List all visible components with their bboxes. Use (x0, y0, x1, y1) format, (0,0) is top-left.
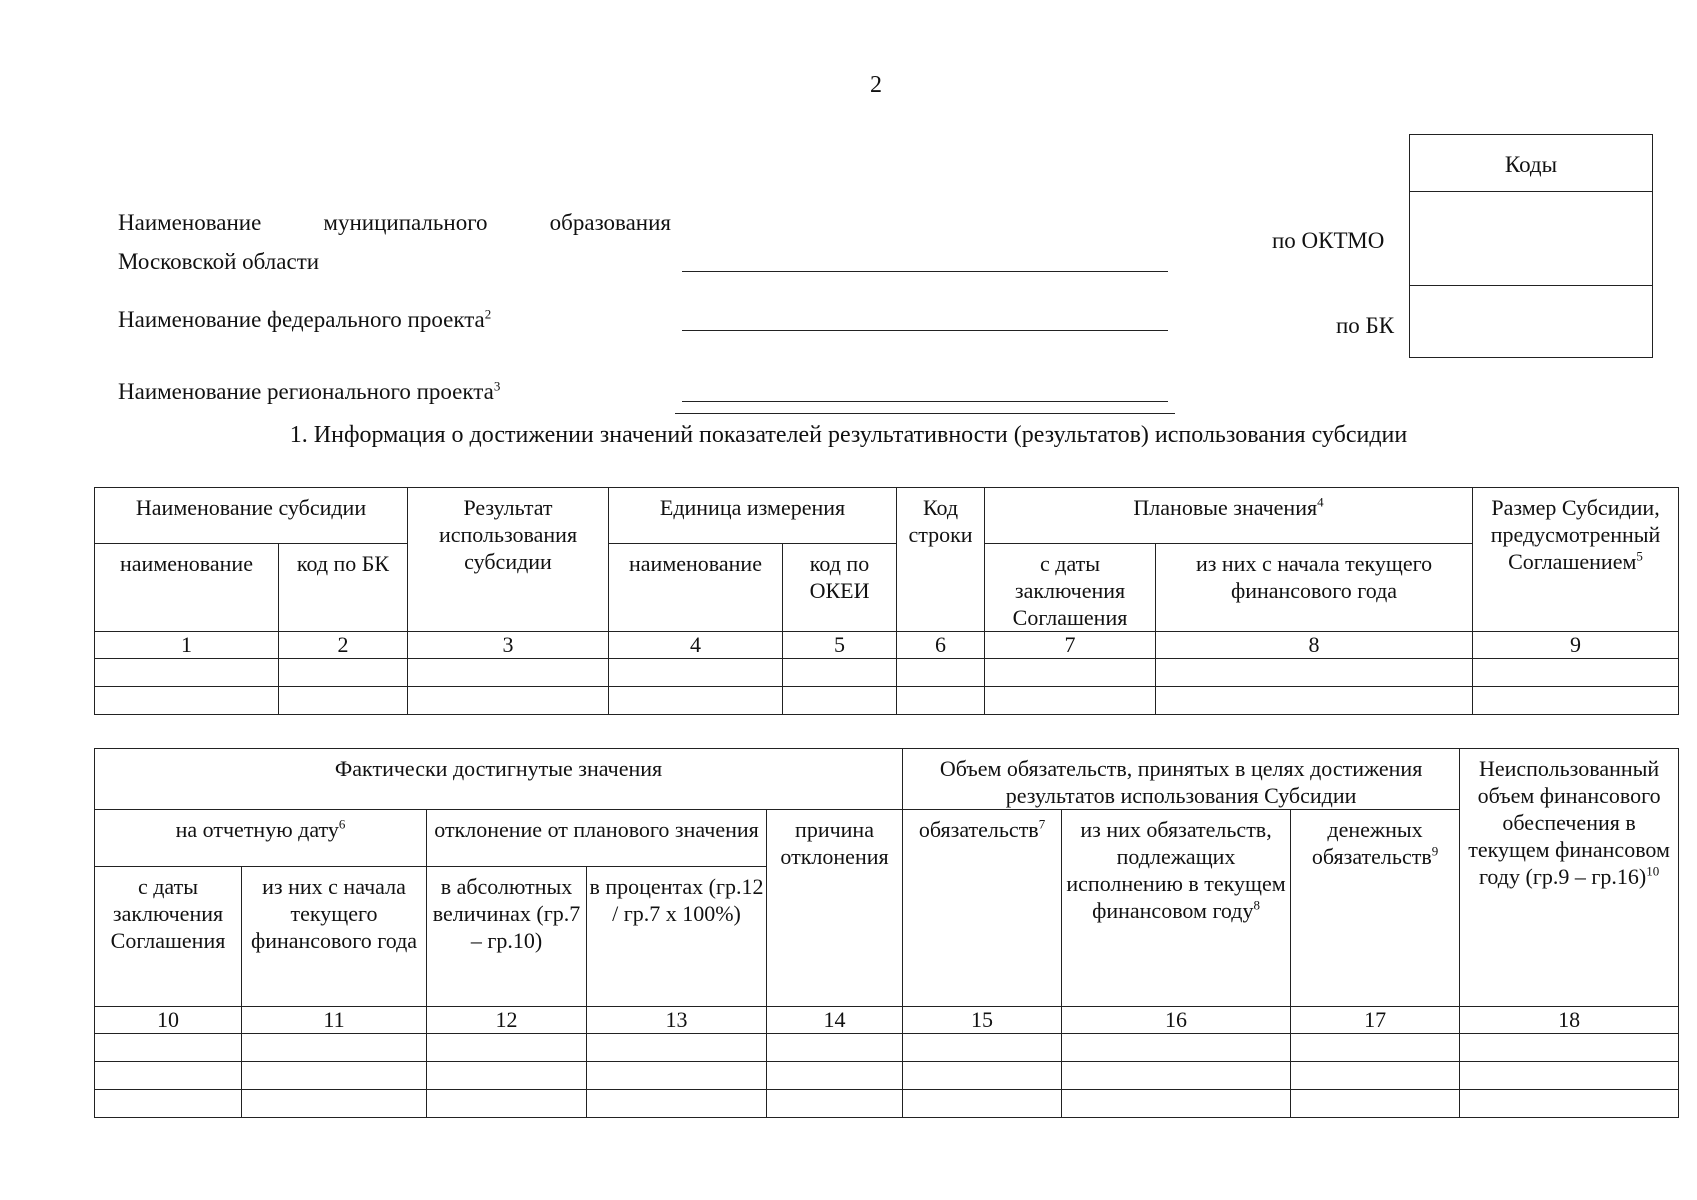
regional-project-field-line[interactable] (682, 401, 1168, 402)
column-number: 7 (985, 632, 1156, 659)
obligations-current-year-subheader (1062, 810, 1291, 1007)
subsidy-name-header: Наименование субсидии (95, 488, 408, 544)
table-cell[interactable] (903, 1062, 1062, 1090)
table-cell[interactable] (1473, 659, 1679, 687)
row-code-header: Код строки (897, 488, 985, 632)
table-cell[interactable] (427, 1090, 587, 1118)
federal-project-label (118, 302, 491, 338)
reporting-date-header-text: на отчетную дату (175, 817, 339, 842)
column-number: 8 (1156, 632, 1473, 659)
unit-name-subheader: наименование (609, 544, 783, 632)
table-cell[interactable] (427, 1062, 587, 1090)
actual-values-header: Фактически достигнутые значения (95, 749, 903, 810)
table-cell[interactable] (903, 1034, 1062, 1062)
table-cell[interactable] (897, 659, 985, 687)
column-number: 6 (897, 632, 985, 659)
table-cell[interactable] (408, 659, 609, 687)
table-cell[interactable] (95, 1090, 242, 1118)
actual-values-table (94, 748, 1679, 1118)
table-cell[interactable] (1291, 1090, 1460, 1118)
footnote-2: 2 (484, 306, 492, 322)
codes-box (1409, 134, 1653, 358)
obligations-text: обязательств (918, 817, 1039, 842)
column-number: 12 (427, 1007, 587, 1034)
reporting-date-header (95, 810, 427, 867)
table-cell[interactable] (767, 1034, 903, 1062)
codes-title: Коды (1410, 135, 1652, 192)
unit-header: Единица измерения (609, 488, 897, 544)
table-cell[interactable] (1291, 1062, 1460, 1090)
subsidy-amount-header (1473, 488, 1679, 632)
table-cell[interactable] (242, 1034, 427, 1062)
table-cell[interactable] (587, 1034, 767, 1062)
table-cell[interactable] (1473, 687, 1679, 715)
column-number: 17 (1291, 1007, 1460, 1034)
unused-header-text: Неиспользованный объем финансового обеспечения в текущем финансовом году (гр.9 – гр.16) (1468, 756, 1670, 889)
subsidy-amount-header-text: Размер Субсидии, предусмотренный Соглашением (1490, 495, 1661, 574)
footnote-6: 6 (338, 816, 346, 832)
table-cell[interactable] (783, 659, 897, 687)
column-number: 10 (95, 1007, 242, 1034)
table-cell[interactable] (427, 1034, 587, 1062)
column-number: 16 (1062, 1007, 1291, 1034)
result-header: Результат использования субсидии (408, 488, 609, 632)
table-cell[interactable] (95, 659, 279, 687)
oktmo-code-cell[interactable] (1410, 192, 1652, 286)
column-numbers-row (95, 1007, 1679, 1034)
column-number: 14 (767, 1007, 903, 1034)
column-number: 5 (783, 632, 897, 659)
page-number: 2 (870, 72, 882, 98)
municipality-field-line[interactable] (682, 271, 1168, 272)
footnote-5: 5 (1636, 548, 1643, 564)
column-numbers-row (95, 632, 1679, 659)
table-cell[interactable] (95, 687, 279, 715)
planned-header (985, 488, 1473, 544)
table-row (95, 687, 1679, 715)
table-cell[interactable] (1460, 1090, 1679, 1118)
deviation-header: отклонение от планового значения (427, 810, 767, 867)
column-number: 18 (1460, 1007, 1679, 1034)
footnote-8: 8 (1253, 897, 1260, 913)
monetary-obligations-text: денежных обязательств (1311, 817, 1432, 869)
column-number: 4 (609, 632, 783, 659)
bk-code-cell[interactable] (1410, 286, 1652, 356)
footnote-10: 10 (1646, 863, 1660, 879)
results-table (94, 487, 1679, 715)
deviation-reason-header: причина отклонения (767, 810, 903, 1007)
column-number: 13 (587, 1007, 767, 1034)
regional-project-label-text: Наименование регионального проекта (118, 379, 494, 404)
deviation-absolute-subheader: в абсолютных величинах (гр.7 – гр.10) (427, 867, 587, 1007)
bk-label: по БК (1336, 313, 1395, 338)
table-cell[interactable] (1062, 1062, 1291, 1090)
obligations-current-year-text: из них обязательств, подлежащих исполнению в текущем финансовом году (1066, 817, 1286, 923)
table-cell[interactable] (95, 1062, 242, 1090)
table-cell[interactable] (279, 687, 408, 715)
table-cell[interactable] (1156, 687, 1473, 715)
table-cell[interactable] (897, 687, 985, 715)
table-cell[interactable] (587, 1062, 767, 1090)
actual-from-date-subheader: с даты заключения Соглашения (95, 867, 242, 1007)
table-cell[interactable] (1460, 1062, 1679, 1090)
section-title: 1. Информация о достижении значений показателей результативности (результатов) использования субсидии (289, 422, 1408, 448)
footnote-3: 3 (493, 378, 501, 394)
federal-project-field-line[interactable] (682, 330, 1168, 331)
table-row (95, 1034, 1679, 1062)
planned-current-year-subheader: из них с начала текущего финансового года (1156, 544, 1473, 632)
table-cell[interactable] (242, 1090, 427, 1118)
column-number: 11 (242, 1007, 427, 1034)
table-cell[interactable] (783, 687, 897, 715)
municipality-label-line2: Московской области (118, 249, 320, 274)
table-cell[interactable] (1062, 1090, 1291, 1118)
table-row (95, 1062, 1679, 1090)
table-cell[interactable] (1291, 1034, 1460, 1062)
header-underline (675, 413, 1175, 414)
table-cell[interactable] (609, 687, 783, 715)
table-cell[interactable] (587, 1090, 767, 1118)
planned-from-date-subheader: с даты заключения Соглашения (985, 544, 1156, 632)
obligations-subheader (903, 810, 1062, 1007)
column-number: 2 (279, 632, 408, 659)
table-cell[interactable] (95, 1034, 242, 1062)
subsidy-code-subheader: код по БК (279, 544, 408, 632)
planned-header-text: Плановые значения (1133, 495, 1318, 520)
obligations-header: Объем обязательств, принятых в целях достижения результатов использования Субсидии (903, 749, 1460, 810)
column-number: 15 (903, 1007, 1062, 1034)
actual-current-year-subheader: из них с начала текущего финансового года (242, 867, 427, 1007)
deviation-percent-subheader: в процентах (гр.12 / гр.7 х 100%) (587, 867, 767, 1007)
monetary-obligations-subheader (1291, 810, 1460, 1007)
table-cell[interactable] (1156, 659, 1473, 687)
table-row (95, 659, 1679, 687)
column-number: 9 (1473, 632, 1679, 659)
table-cell[interactable] (609, 659, 783, 687)
table-cell[interactable] (279, 659, 408, 687)
table-cell[interactable] (1460, 1034, 1679, 1062)
table-cell[interactable] (985, 687, 1156, 715)
column-number: 3 (408, 632, 609, 659)
unused-header (1460, 749, 1679, 1007)
table-cell[interactable] (985, 659, 1156, 687)
table-cell[interactable] (242, 1062, 427, 1090)
subsidy-name-subheader: наименование (95, 544, 279, 632)
oktmo-label: по ОКТМО (1272, 228, 1385, 253)
table-cell[interactable] (1062, 1034, 1291, 1062)
table-row (95, 1090, 1679, 1118)
column-number: 1 (95, 632, 279, 659)
table-cell[interactable] (767, 1090, 903, 1118)
footnote-4: 4 (1317, 494, 1324, 510)
footnote-9: 9 (1431, 843, 1439, 859)
unit-code-subheader: код по ОКЕИ (783, 544, 897, 632)
federal-project-label-text: Наименование федерального проекта (118, 307, 485, 332)
table-cell[interactable] (903, 1090, 1062, 1118)
footnote-7: 7 (1038, 816, 1046, 832)
table-cell[interactable] (767, 1062, 903, 1090)
table-cell[interactable] (408, 687, 609, 715)
regional-project-label (118, 374, 500, 410)
municipality-label-line1: Наименование муниципального образования (118, 210, 671, 235)
